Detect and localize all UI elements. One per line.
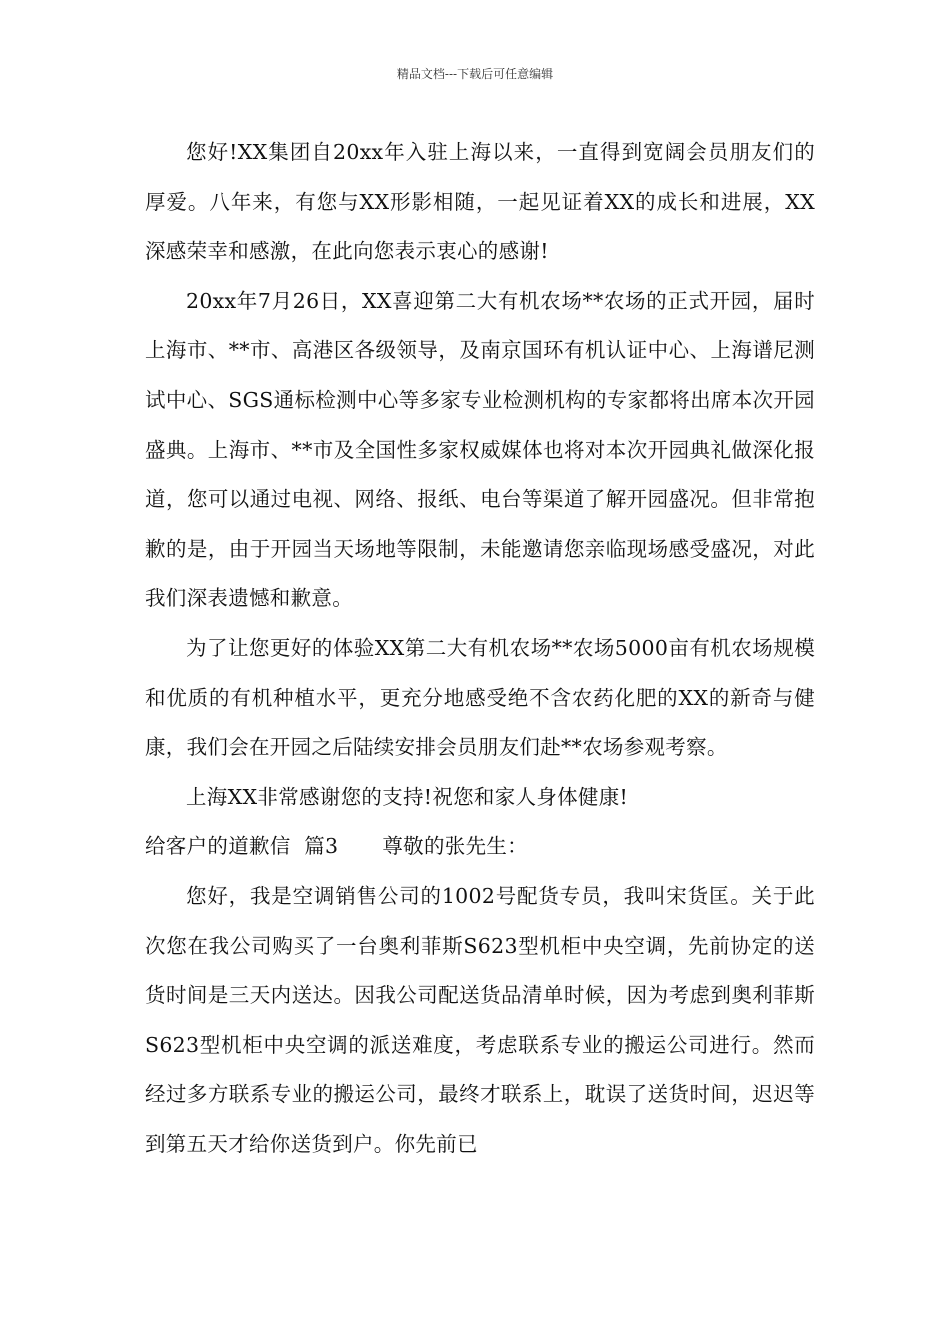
paragraph-greeting: 您好!XX集团自20xx年入驻上海以来，一直得到宽阔会员朋友们的厚爱。八年来，有您与XX形影相随，一起见证着XX的成长和进展，XX深感荣幸和感激，在此向您表示衷心的感谢! bbox=[145, 140, 815, 264]
paragraph-apology-letter: 您好，我是空调销售公司的1002号配货专员，我叫宋货匡。关于此次您在我公司购买了一台奥利菲斯S623型机柜中央空调，先前协定的送货时间是三天内送达。因我公司配送货品清单时候，因为考虑到奥利菲斯S623型机柜中央空调的派送难度，考虑联系专业的搬运公司进行。然而经过多方联系专业的搬运公司，最终才联系上，耽误了送货时间，迟迟等到第五天才给你送货到户。你先前已 bbox=[145, 883, 815, 1156]
page-header: 精品文档---下载后可任意编辑 bbox=[396, 67, 554, 81]
letter-salutation: 尊敬的张先生： bbox=[382, 834, 528, 859]
paragraph-opening-ceremony: 20xx年7月26日，XX喜迎第二大有机农场**农场的正式开园，届时上海市、**市、高港区各级领导，及南京国环有机认证中心、上海谱尼测试中心、SGS通标检测中心等多家专业检测机构的专家都将出席本次开园盛典。上海市、**市及全国性多家权威媒体也将对本次开园典礼做深化报道，您可以通过电视、网络、报纸、电台等渠道了解开园盛况。但非常抱歉的是，由于开园当天场地等限制，未能邀请您亲临现场感受盛况，对此我们深表遗憾和歉意。 bbox=[145, 288, 815, 611]
document-body bbox=[145, 128, 815, 1169]
section-heading bbox=[145, 822, 815, 872]
section-title: 给客户的道歉信 篇3 bbox=[145, 834, 339, 859]
paragraph-visit-arrangement: 为了让您更好的体验XX第二大有机农场**农场5000亩有机农场规模和优质的有机种植水平，更充分地感受绝不含农药化肥的XX的新奇与健康，我们会在开园之后陆续安排会员朋友们赴**农场参观考察。 bbox=[145, 635, 815, 760]
paragraph-thanks: 上海XX非常感谢您的支持!祝您和家人身体健康! bbox=[186, 784, 629, 809]
